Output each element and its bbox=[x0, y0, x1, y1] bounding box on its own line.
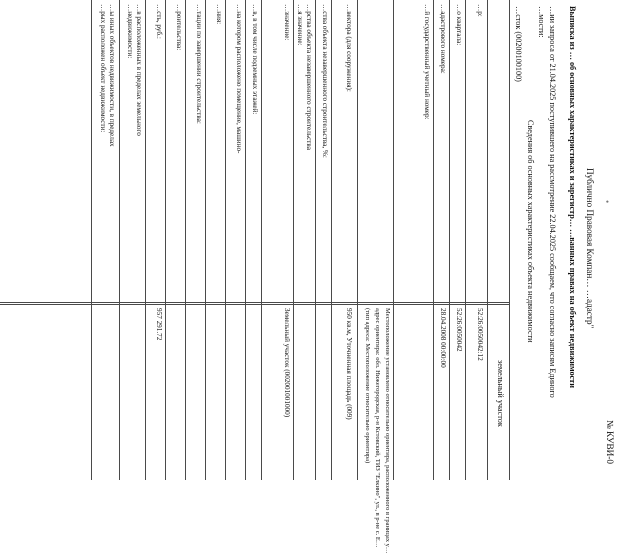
row-label: …в расположенных в пределах земельного bbox=[135, 4, 143, 136]
request-line: …ии запроса от 21.04.2025 поступившего на рассмотрение 22.04.2025 сообщаем, что согласно записям Единого bbox=[548, 6, 557, 398]
row-label: …ства объекта незавершенного строительства, %: bbox=[321, 4, 329, 158]
row-label: …ы иных объектов недвижимости, в пределах bbox=[108, 4, 116, 147]
object-type-line: …сток (00200100100) bbox=[514, 6, 523, 82]
row-divider bbox=[331, 0, 332, 480]
row-value-address: Местоположение установлено относительно ориентира, расположенного в границах у… bbox=[384, 308, 391, 553]
row-label-line-2: …рых расположен объект недвижимости: bbox=[99, 4, 107, 133]
row-label-line-2: …недвижимости: bbox=[126, 4, 134, 59]
document-number: № КУВИ-0 bbox=[605, 420, 615, 464]
scan-mark: • bbox=[602, 200, 612, 204]
row-divider bbox=[245, 0, 246, 480]
row-divider bbox=[205, 0, 206, 480]
row-divider bbox=[357, 0, 358, 480]
row-label: …сть, руб.: bbox=[155, 4, 163, 39]
row-divider bbox=[465, 0, 466, 480]
row-value-address-line-3: (тип адреса: Местоположение относительно ориентира) bbox=[364, 308, 371, 464]
row-value-quarter-number: 52:26:0050042 bbox=[455, 308, 463, 352]
row-divider bbox=[145, 0, 146, 480]
row-label: …р: bbox=[476, 4, 484, 17]
row-value-address-line-2: адрес ориентира: обл. Нижегородская, р-н Кстовский, ТИЗ "Елкино", ул., в р-не с. Е… bbox=[374, 308, 381, 548]
row-divider bbox=[225, 0, 226, 480]
row-divider bbox=[91, 0, 92, 480]
row-label: …о квартала: bbox=[455, 4, 463, 46]
row-label: …вектора (для сооружения): bbox=[345, 4, 353, 92]
organization-name: Публично Правовая Компан… …адастр" bbox=[585, 168, 595, 329]
row-label: …на котором расположено помещение, машино- bbox=[235, 4, 243, 154]
row-divider bbox=[165, 0, 166, 480]
column-header-land-plot: земельный участок bbox=[496, 360, 505, 427]
row-label: …в, в том числе подземных этажей: bbox=[251, 4, 259, 115]
row-divider bbox=[261, 0, 262, 480]
row-divider bbox=[185, 0, 186, 480]
row-label: …адастрового номера: bbox=[439, 4, 447, 74]
row-label: …тации по завершении строительства: bbox=[195, 4, 203, 124]
row-divider bbox=[393, 0, 394, 480]
row-label: …ния: bbox=[215, 4, 223, 25]
row-value-cadastral-value: 957 291.72 bbox=[155, 308, 163, 341]
row-label: …й государственный учетный номер: bbox=[423, 4, 431, 120]
row-label: …роительства: bbox=[175, 4, 183, 51]
row-divider bbox=[315, 0, 316, 480]
row-divider bbox=[433, 0, 434, 480]
section-title: Сведения об основных характеристиках объекта недвижимости bbox=[526, 120, 535, 343]
row-value-land-use: Земельный участок (002001001000) bbox=[283, 308, 291, 418]
table-top-border bbox=[509, 0, 510, 480]
row-value-assignment-date: 28.04.2008 00:00:00 bbox=[439, 308, 447, 368]
row-label: …значение: bbox=[283, 4, 291, 41]
row-divider bbox=[119, 0, 120, 480]
request-line-continuation: …мости: bbox=[537, 6, 546, 38]
document-title: Выписка из … об основных характеристиках и зарегистр… …ванных правах на объект недвижимости bbox=[568, 6, 577, 388]
row-divider bbox=[293, 0, 294, 480]
row-value-cadastral-number: 52:26:0050042:12 bbox=[476, 308, 484, 361]
row-label-line-2: …я значение: bbox=[296, 4, 304, 46]
row-label: …рства объекта незавершенного строительства bbox=[305, 4, 313, 150]
table-header-border bbox=[487, 0, 488, 480]
row-divider bbox=[449, 0, 450, 480]
row-value-area: 950 кв.м, Уточненная площадь (009) bbox=[345, 308, 353, 420]
